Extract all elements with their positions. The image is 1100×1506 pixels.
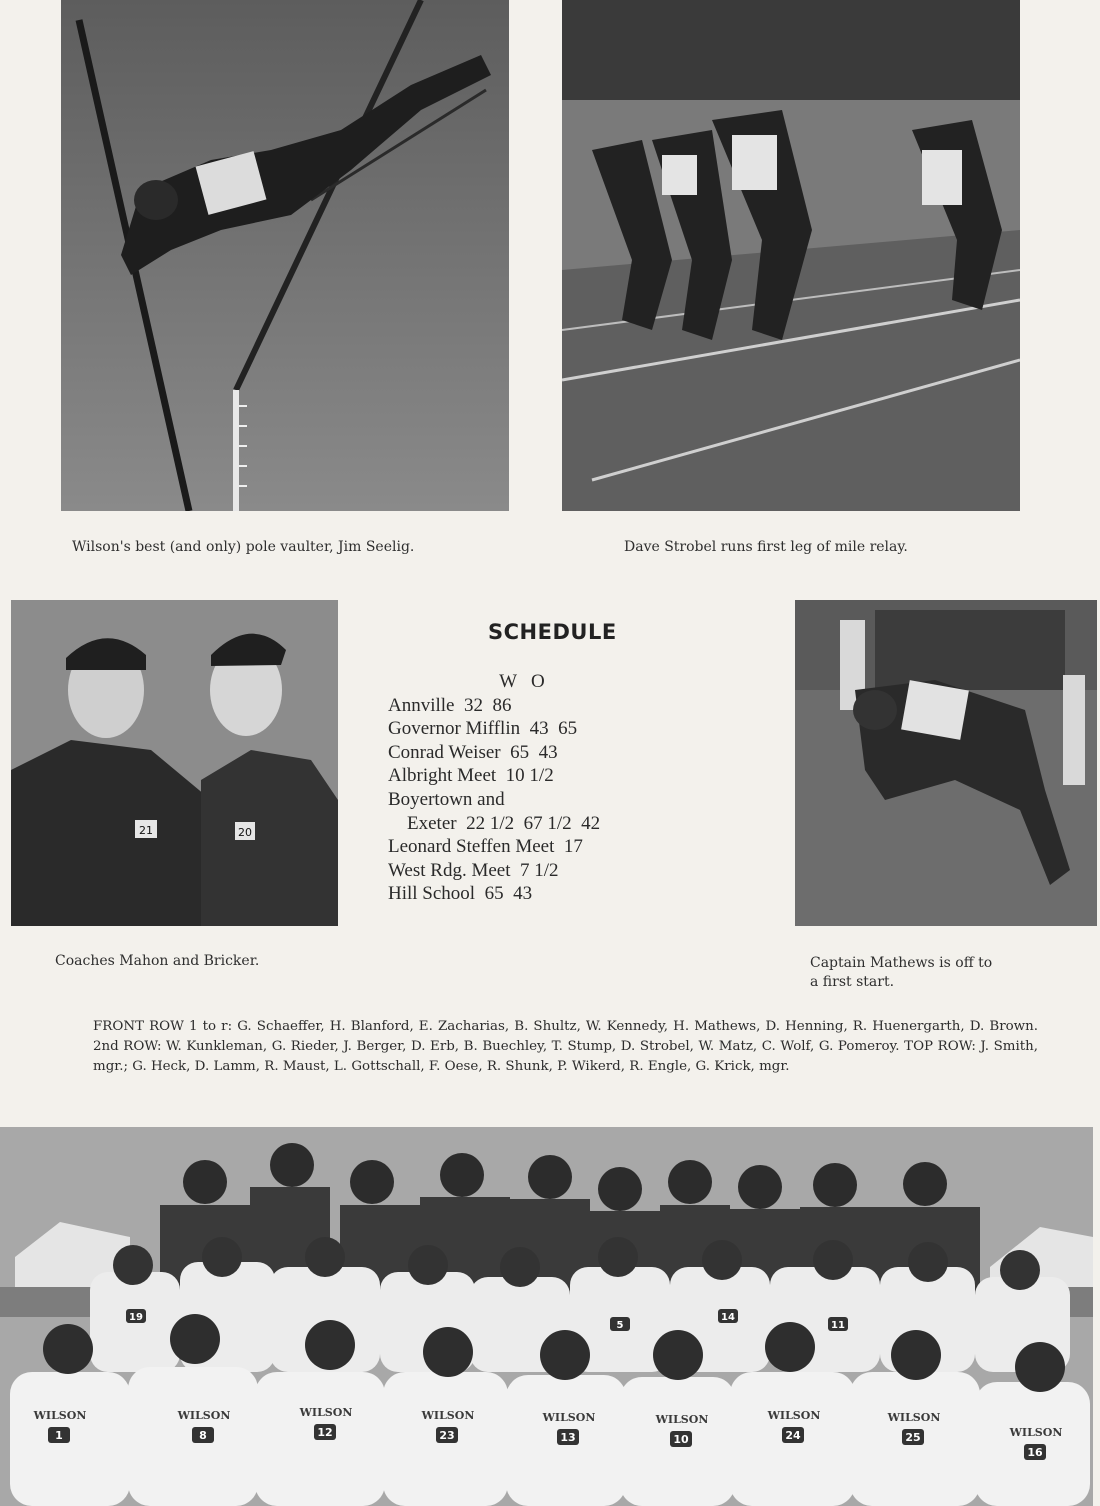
schedule-row: Albright Meet 10 1/2 [388,765,554,787]
jersey-lettering: WILSON [1009,1426,1063,1439]
jersey-lettering: WILSON [299,1406,353,1419]
schedule-row: Exeter 22 1/2 67 1/2 42 [388,812,601,834]
schedule-list [388,670,768,906]
pole-vault-photo [61,0,509,511]
captain-caption-line-1: Captain Mathews is off to [810,955,993,971]
jersey-number: 13 [560,1431,576,1444]
jersey-number: 10 [673,1433,689,1446]
jersey-number: 24 [785,1429,801,1442]
jersey-number: 19 [129,1312,143,1323]
schedule-header: W O [490,671,545,692]
jersey-number: 20 [238,826,252,839]
schedule-row: Annville 32 86 [388,694,512,716]
jersey-number: 5 [616,1320,624,1331]
coaches-caption: Coaches Mahon and Bricker. [55,953,260,969]
jersey-lettering: WILSON [33,1409,87,1422]
roster-text: FRONT ROW 1 to r: G. Schaeffer, H. Blanford, E. Zacharias, B. Shultz, W. Kennedy, H. Mathews, D. Henning, R. Huenergarth, D. Brown. 2nd ROW: W. Kunkleman, G. Rieder, J. Berger, D. Erb, B. Buechley, T. Stump, D. Strobel, W. Matz, C. Wolf, G. Pomeroy. TOP ROW: J. Smith, mgr.; G. Heck, D. Lamm, R. Maust, L. Gottschall, F. Oese, R. Shunk, P. Wikerd, R. Engle, G. Krick, mgr. [93,1019,1038,1074]
jersey-lettering: WILSON [421,1409,475,1422]
jersey-lettering: WILSON [542,1411,596,1424]
relay-photo [562,0,1020,511]
jersey-lettering: WILSON [177,1409,231,1422]
jersey-number: 25 [905,1431,921,1444]
jersey-number: 14 [721,1312,735,1323]
schedule-row: Governor Mifflin 43 65 [388,718,578,740]
schedule-title: SCHEDULE [488,620,617,644]
jersey-number: 8 [199,1429,207,1442]
relay-caption: Dave Strobel runs first leg of mile relay. [624,539,908,555]
jersey-number: 12 [317,1426,333,1439]
schedule-row: Boyertown and [388,788,505,810]
jersey-number: 1 [55,1429,63,1442]
jersey-lettering: WILSON [655,1413,709,1426]
schedule-row: Hill School 65 43 [388,883,533,905]
team-photo [0,1127,1093,1506]
jersey-number: 11 [831,1320,845,1331]
schedule-row: West Rdg. Meet 7 1/2 [388,859,559,881]
jersey-number: 21 [139,824,153,837]
pole-vault-caption: Wilson's best (and only) pole vaulter, Jim Seelig. [72,539,415,555]
captain-photo [795,600,1097,926]
coaches-photo [11,600,338,926]
jersey-lettering: WILSON [767,1409,821,1422]
jersey-number: 16 [1027,1446,1043,1459]
schedule-row: Leonard Steffen Meet 17 [388,836,583,858]
jersey-lettering: WILSON [887,1411,941,1424]
captain-caption-line-2: a first start. [810,974,895,990]
jersey-number: 23 [439,1429,455,1442]
schedule-row: Conrad Weiser 65 43 [388,741,558,763]
